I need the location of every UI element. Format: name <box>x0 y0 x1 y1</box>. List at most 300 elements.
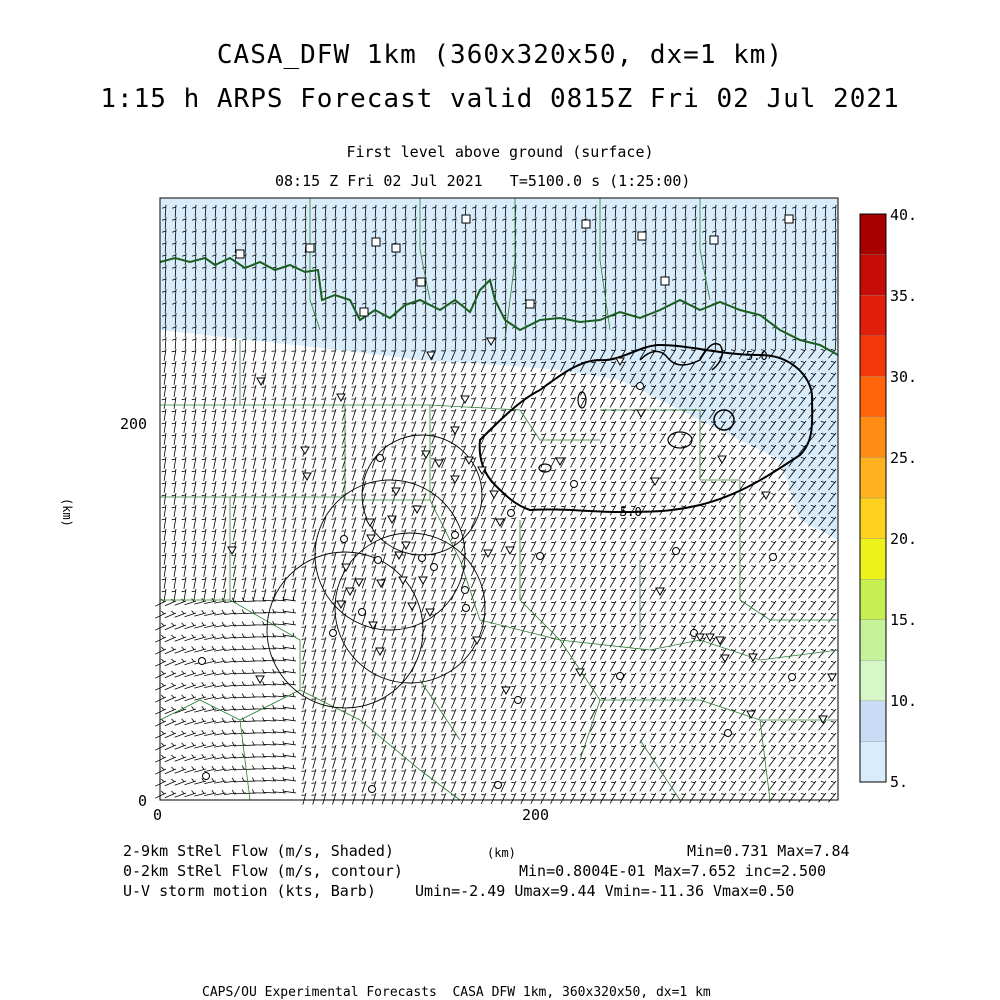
wind-barb <box>699 565 706 575</box>
wind-barb <box>341 373 346 385</box>
wind-barb <box>779 517 786 527</box>
wind-barb <box>789 565 796 575</box>
wind-barb <box>282 445 287 457</box>
wind-barb <box>321 601 326 613</box>
wind-barb <box>361 625 366 636</box>
colorbar-label: 30. <box>890 368 918 386</box>
wind-barb <box>222 337 226 349</box>
wind-barb <box>769 637 776 647</box>
wind-barb <box>182 385 186 397</box>
wind-barb <box>461 685 466 696</box>
wind-barb <box>172 517 176 529</box>
wind-barb <box>341 649 346 661</box>
wind-barb <box>570 433 576 444</box>
wind-barb <box>541 673 546 684</box>
wind-barb <box>192 481 196 493</box>
wind-barb <box>660 625 666 635</box>
wind-barb <box>172 409 176 421</box>
wind-barb <box>739 793 746 803</box>
wind-barb <box>511 433 516 444</box>
wind-barb <box>481 757 486 768</box>
wind-barb <box>331 793 336 805</box>
wind-barb <box>321 649 326 661</box>
wind-barb <box>809 553 817 562</box>
wind-barb <box>302 529 307 541</box>
wind-barb <box>361 529 366 540</box>
wind-barb <box>828 685 836 694</box>
wind-barb <box>640 577 646 587</box>
wind-barb <box>312 673 317 685</box>
wind-barb <box>222 553 226 565</box>
colorbar-swatch <box>860 214 886 255</box>
wind-barb <box>600 565 606 576</box>
wind-barb <box>749 541 756 551</box>
wind-barb <box>351 529 356 540</box>
wind-barb <box>471 613 476 624</box>
wind-barb <box>729 685 736 695</box>
wind-barb <box>729 757 736 767</box>
wind-barb <box>491 613 496 624</box>
wind-barb <box>650 421 656 431</box>
wind-barb <box>381 613 386 624</box>
wind-barb <box>709 601 716 611</box>
wind-barb <box>192 469 196 481</box>
wind-barb <box>620 649 626 659</box>
wind-barb <box>719 445 726 455</box>
wind-barb <box>828 769 836 778</box>
wind-barb <box>155 683 166 690</box>
wind-barb <box>689 673 696 683</box>
wind-barb <box>421 565 426 576</box>
wind-barb <box>620 781 626 791</box>
wind-barb <box>312 433 317 445</box>
wind-barb <box>511 757 516 768</box>
wind-barb <box>521 721 526 732</box>
wind-barb <box>650 397 656 407</box>
wind-barb <box>809 661 817 670</box>
wind-barb <box>371 421 376 432</box>
wind-barb <box>660 613 666 623</box>
wind-barb <box>272 481 277 493</box>
wind-barb <box>590 637 596 648</box>
wind-barb <box>739 733 746 743</box>
wind-barb <box>511 613 516 624</box>
wind-barb <box>341 769 346 781</box>
wind-barb <box>699 589 706 599</box>
wind-barb <box>570 541 576 552</box>
wind-barb <box>272 577 277 589</box>
wind-barb <box>521 469 526 480</box>
wind-barb <box>222 385 226 397</box>
wind-barb <box>491 445 496 456</box>
wind-barb <box>441 625 446 636</box>
wind-barb <box>272 565 277 577</box>
wind-barb <box>284 717 296 721</box>
wind-barb <box>600 721 606 732</box>
wind-barb <box>381 601 386 612</box>
wind-barb <box>192 505 196 517</box>
wind-barb <box>284 621 296 625</box>
wind-barb <box>331 457 336 469</box>
wind-barb <box>541 733 546 744</box>
wind-barb <box>650 493 656 503</box>
wind-barb <box>165 659 176 666</box>
wind-barb <box>391 421 396 432</box>
wind-barb <box>531 589 536 600</box>
wind-barb <box>531 481 536 492</box>
wind-barb <box>650 637 656 647</box>
wind-barb <box>351 793 356 804</box>
wind-barb <box>371 649 376 660</box>
wind-barb <box>212 577 216 589</box>
wind-barb <box>321 733 326 745</box>
wind-barb <box>411 637 416 648</box>
wind-barb <box>361 565 366 576</box>
wind-barb <box>155 611 166 618</box>
wind-barb <box>620 445 626 455</box>
wind-barb <box>175 623 186 630</box>
wind-barb <box>284 741 296 745</box>
colorbar-label: 15. <box>890 611 918 629</box>
wind-barb <box>789 661 796 671</box>
wind-barb <box>284 705 296 709</box>
wind-barb <box>600 529 606 540</box>
wind-barb <box>312 397 317 409</box>
wind-barb <box>660 553 666 563</box>
wind-barb <box>570 601 576 612</box>
wind-barb <box>580 589 586 600</box>
wind-barb <box>640 565 646 575</box>
wind-barb <box>511 421 516 432</box>
wind-barb <box>769 517 776 527</box>
wind-barb <box>431 469 436 480</box>
wind-barb <box>155 755 166 762</box>
wind-barb <box>351 757 356 768</box>
wind-barb <box>272 409 277 421</box>
wind-barb <box>182 361 186 373</box>
wind-barb <box>501 613 506 624</box>
wind-barb <box>411 385 416 396</box>
wind-barb <box>660 517 666 527</box>
wind-barb <box>570 385 576 396</box>
wind-barb <box>819 793 827 802</box>
wind-barb <box>759 541 766 551</box>
colorbar-swatch <box>860 701 886 742</box>
wind-barb <box>521 373 526 384</box>
wind-barb <box>321 433 326 445</box>
wind-barb <box>511 457 516 468</box>
wind-barb <box>312 649 317 661</box>
wind-barb <box>371 745 376 756</box>
wind-barb <box>321 373 326 385</box>
wind-barb <box>471 409 476 420</box>
wind-barb <box>580 553 586 564</box>
wind-barb <box>481 409 486 420</box>
wind-barb <box>381 709 386 720</box>
wind-barb <box>570 649 576 660</box>
wind-barb <box>650 721 656 731</box>
wind-barb <box>441 421 446 432</box>
wind-barb <box>401 733 406 744</box>
wind-barb <box>302 349 307 361</box>
wind-barb <box>819 613 827 622</box>
wind-barb <box>391 769 396 780</box>
wind-barb <box>739 661 746 671</box>
wind-barb <box>292 481 297 493</box>
wind-barb <box>351 613 356 624</box>
wind-barb <box>292 421 297 433</box>
wind-barb <box>391 661 396 672</box>
wind-barb <box>232 457 236 469</box>
wind-barb <box>680 517 687 527</box>
wind-barb <box>828 625 836 634</box>
wind-barb <box>451 637 456 648</box>
wind-barb <box>719 577 726 587</box>
wind-barb <box>541 709 546 720</box>
wind-barb <box>282 553 287 565</box>
wind-barb <box>789 529 796 539</box>
wind-barb <box>272 373 277 385</box>
wind-barb <box>590 541 596 552</box>
wind-barb <box>162 349 166 361</box>
wind-barb <box>640 553 646 563</box>
wind-barb <box>431 517 436 528</box>
wind-barb <box>185 671 196 677</box>
wind-barb <box>321 469 326 481</box>
wind-barb <box>264 777 276 781</box>
wind-barb <box>610 589 616 599</box>
wind-barb <box>371 601 376 612</box>
wind-barb <box>172 433 176 445</box>
wind-barb <box>789 793 796 803</box>
wind-barb <box>680 493 687 503</box>
wind-barb <box>212 469 216 481</box>
wind-barb <box>381 469 386 480</box>
wind-barb <box>819 697 827 706</box>
wind-barb <box>451 565 456 576</box>
wind-barb <box>232 361 236 373</box>
wind-barb <box>799 685 806 694</box>
wind-barb <box>351 505 356 516</box>
wind-barb <box>779 697 786 707</box>
wind-barb <box>789 637 796 647</box>
wind-barb <box>242 469 246 481</box>
wind-barb <box>431 445 436 456</box>
wind-barb <box>799 541 806 550</box>
wind-barb <box>461 697 466 708</box>
wind-barb <box>650 457 656 467</box>
station-circle <box>515 697 522 704</box>
wind-barb <box>172 493 176 505</box>
wind-barb <box>391 781 396 792</box>
wind-barb <box>202 361 206 373</box>
wind-barb <box>640 673 646 683</box>
wind-barb <box>222 469 226 481</box>
wind-barb <box>302 769 307 781</box>
wind-barb <box>749 625 756 635</box>
wind-barb <box>421 397 426 408</box>
wind-barb <box>640 541 646 551</box>
wind-barb <box>282 469 287 481</box>
wind-barb <box>531 445 536 456</box>
station-triangle <box>422 451 430 458</box>
wind-barb <box>232 373 236 385</box>
wind-barb <box>580 649 586 660</box>
wind-barb <box>521 757 526 768</box>
wind-barb <box>284 789 296 793</box>
wind-barb <box>819 673 827 682</box>
station-triangle <box>408 603 416 610</box>
wind-barb <box>202 397 206 409</box>
wind-barb <box>630 601 636 611</box>
wind-barb <box>789 613 796 623</box>
wind-barb <box>185 743 196 749</box>
wind-barb <box>431 793 436 804</box>
wind-barb <box>401 493 406 504</box>
wind-barb <box>670 421 676 431</box>
wind-barb <box>551 793 556 804</box>
wind-barb <box>461 793 466 804</box>
wind-barb <box>312 445 317 457</box>
wind-barb <box>202 337 206 349</box>
wind-barb <box>630 493 636 503</box>
wind-barb <box>491 793 496 804</box>
wind-barb <box>501 601 506 612</box>
wind-barb <box>719 541 726 551</box>
wind-barb <box>551 481 556 492</box>
wind-barb <box>670 769 676 779</box>
wind-barb <box>799 649 806 658</box>
wind-barb <box>541 373 546 384</box>
wind-barb <box>570 373 576 384</box>
wind-barb <box>620 457 626 467</box>
wind-barb <box>600 781 606 792</box>
wind-barb <box>660 793 666 803</box>
wind-barb <box>590 385 596 396</box>
wind-barb <box>580 481 586 492</box>
station-triangle <box>828 674 836 681</box>
wind-barb <box>610 517 616 527</box>
wind-barb <box>371 373 376 384</box>
wind-barb <box>175 611 186 618</box>
wind-barb <box>789 781 796 791</box>
wind-barb <box>411 733 416 744</box>
wind-barb <box>680 421 687 431</box>
wind-barb <box>561 697 567 708</box>
wind-barb <box>501 757 506 768</box>
wind-barb <box>272 469 277 481</box>
wind-barb <box>670 733 676 743</box>
contour-label-2: 5.0 <box>620 505 642 519</box>
wind-barb <box>282 529 287 541</box>
wind-barb <box>779 721 786 731</box>
wind-barb <box>401 757 406 768</box>
colorbar-swatch <box>860 417 886 458</box>
wind-barb <box>411 361 416 372</box>
wind-barb <box>282 565 287 577</box>
wind-barb <box>262 361 266 373</box>
wind-barb <box>284 645 296 649</box>
wind-barb <box>570 769 576 780</box>
wind-barb <box>481 565 486 576</box>
wind-barb <box>590 649 596 660</box>
wind-barb <box>252 457 256 469</box>
wind-barb <box>262 469 266 481</box>
wind-barb <box>640 793 646 803</box>
wind-barb <box>381 421 386 432</box>
x-axis-label: (km) <box>487 846 516 860</box>
station-circle <box>537 553 544 560</box>
wind-barb <box>551 445 556 456</box>
wind-barb <box>341 589 346 601</box>
wind-barb <box>222 433 226 445</box>
wind-barb <box>749 745 756 755</box>
wind-barb <box>272 493 277 505</box>
wind-barb <box>789 589 796 599</box>
wind-barb <box>351 445 356 456</box>
wind-barb <box>789 733 796 743</box>
wind-barb <box>521 649 526 660</box>
wind-barb <box>660 565 666 575</box>
wind-barb <box>610 529 616 539</box>
wind-barb <box>719 673 726 683</box>
wind-barb <box>441 769 446 780</box>
wind-barb <box>371 505 376 516</box>
wind-barb <box>590 481 596 492</box>
wind-barb <box>699 493 706 503</box>
wind-barb <box>312 745 317 757</box>
wind-barb <box>769 577 776 587</box>
wind-barb <box>511 385 516 396</box>
wind-barb <box>232 553 236 565</box>
wind-barb <box>501 649 506 660</box>
station-triangle <box>651 478 659 485</box>
wind-barb <box>185 695 196 701</box>
footer-barb: U-V storm motion (kts, Barb) <box>123 882 376 900</box>
wind-barb <box>192 565 196 577</box>
wind-barb <box>570 673 576 684</box>
wind-barb <box>481 421 486 432</box>
wind-barb <box>521 769 526 780</box>
wind-barb <box>431 757 436 768</box>
wind-barb <box>441 565 446 576</box>
wind-barb <box>321 409 326 421</box>
wind-barb <box>600 613 606 624</box>
wind-barb <box>610 565 616 575</box>
wind-barb <box>600 625 606 636</box>
wind-barb <box>551 745 556 756</box>
wind-barb <box>182 553 186 565</box>
wind-barb <box>739 697 746 707</box>
wind-barb <box>312 385 317 397</box>
wind-barb <box>411 397 416 408</box>
wind-barb <box>272 529 277 541</box>
wind-barb <box>162 493 166 505</box>
wind-barb <box>351 709 356 720</box>
wind-barb <box>264 645 276 649</box>
wind-barb <box>501 529 506 540</box>
wind-barb <box>242 433 246 445</box>
wind-barb <box>719 769 726 779</box>
wind-barb <box>451 601 456 612</box>
wind-barb <box>680 721 687 731</box>
wind-barb <box>361 781 366 792</box>
wind-barb <box>501 637 506 648</box>
wind-barb <box>630 481 636 491</box>
wind-barb <box>262 541 266 553</box>
wind-barb <box>739 685 746 695</box>
wind-barb <box>371 481 376 492</box>
